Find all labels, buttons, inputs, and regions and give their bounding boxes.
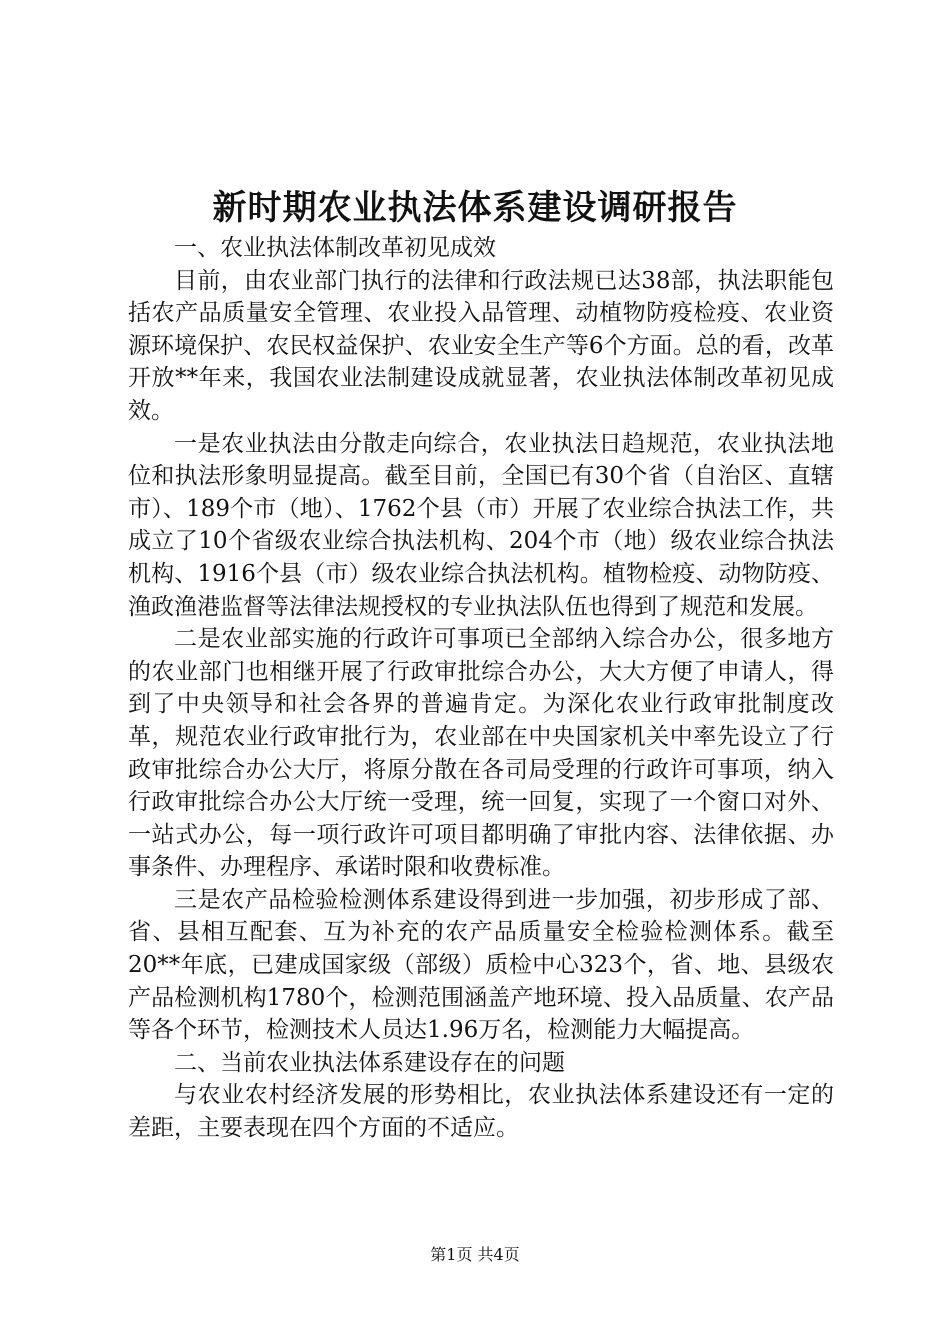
paragraph-problems-intro: 与农业农村经济发展的形势相比，农业执法体系建设还有一定的差距，主要表现在四个方面的不适应。 — [128, 1082, 834, 1142]
document-body — [128, 232, 834, 1145]
paragraph-overview: 目前，由农业部门执行的法律和行政法规已达38部，执法职能包括农产品质量安全管理、农业投入品管理、动植物防疫检疫、农业资源环境保护、农民权益保护、农业安全生产等6个方面。总的看，改革开放**年来，我国农业法制建设成就显著，农业执法体制改革初见成效。 — [128, 267, 834, 424]
paragraph-point-2: 二是农业部实施的行政许可事项已全部纳入综合办公，很多地方的农业部门也相继开展了行政审批综合办公，大大方便了申请人，得到了中央领导和社会各界的普遍肯定。为深化农业行政审批制度改革，规范农业行政审批行为，农业部在中央国家机关中率先设立了行政审批综合办公大厅，将原分散在各司局受理的行政许可事项，纳入行政审批综合办公大厅统一受理，统一回复，实现了一个窗口对外、一站式办公，每一项行政许可项目都明确了审批内容、法律依据、办事条件、办理程序、承诺时限和收费标准。 — [128, 626, 834, 881]
section-heading-2: 二、当前农业执法体系建设存在的问题 — [174, 1049, 565, 1076]
document-title: 新时期农业执法体系建设调研报告 — [212, 188, 738, 228]
page-number-footer: 第1页 共4页 — [430, 1245, 520, 1264]
section-heading-1: 一、农业执法体制改革初见成效 — [174, 235, 496, 261]
paragraph-point-1: 一是农业执法由分散走向综合，农业执法日趋规范，农业执法地位和执法形象明显提高。截至目前，全国已有30个省（自治区、直辖市）、189个市（地）、1762个县（市）开展了农业综合执法工作，共成立了10个省级农业综合执法机构、204个市（地）级农业综合执法机构、1916个县（市）级农业综合执法机构。植物检疫、动物防疫、渔政渔港监督等法律法规授权的专业执法队伍也得到了规范和发展。 — [128, 430, 834, 620]
paragraph-point-3: 三是农产品检验检测体系建设得到进一步加强，初步形成了部、省、县相互配套、互为补充的农产品质量安全检验检测体系。截至20**年底，已建成国家级（部级）质检中心323个，省、地、县级农产品检测机构1780个，检测范围涵盖产地环境、投入品质量、农产品等各个环节，检测技术人员达1.96万名，检测能力大幅提高。 — [128, 886, 834, 1044]
